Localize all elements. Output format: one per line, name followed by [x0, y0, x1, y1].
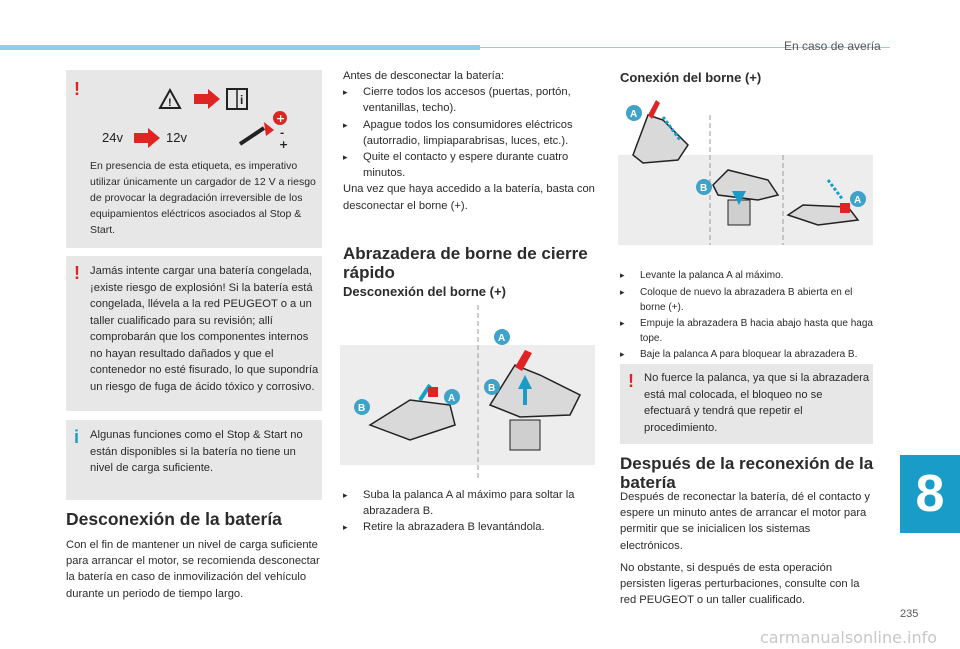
list-item: ▸ Empuje la abrazadera B hacia abajo hasta que haga tope.: [620, 316, 875, 347]
svg-text:+: +: [279, 138, 289, 151]
warning-icon: !: [74, 263, 80, 283]
svg-text:+: +: [276, 112, 286, 125]
warning-icon: !: [628, 371, 634, 391]
section-title: En caso de avería: [784, 39, 881, 53]
clamp-subheading: Desconexión del borne (+): [343, 284, 506, 299]
svg-text:A: A: [498, 333, 506, 344]
after-paragraph-1: Después de reconectar la batería, dé el contacto y espere un minuto antes de arrancar el motor para permitir que se inicialicen los sistemas electrónicos.: [620, 491, 871, 552]
bullet-icon: ▸: [620, 349, 625, 360]
clamp-heading: Abrazadera de borne de cierre rápido: [343, 244, 588, 282]
clamp-steps: [343, 487, 598, 537]
svg-text:B: B: [358, 403, 366, 414]
svg-text:12v: 12v: [166, 130, 187, 145]
chapter-tab: 8: [900, 455, 960, 533]
bullet-icon: ▸: [343, 491, 348, 501]
connection-heading: Conexión del borne (+): [620, 70, 762, 85]
bullet-icon: ▸: [620, 271, 625, 281]
svg-text:24v: 24v: [102, 130, 123, 145]
bullet-icon: ▸: [620, 318, 625, 329]
warning-icon: !: [74, 79, 80, 99]
after-paragraph-2: No obstante, si después de esta operación persisten ligeras perturbaciones, consulte con la red PEUGEOT o un taller cualificado.: [620, 562, 860, 607]
page-number: 235: [900, 608, 919, 620]
list-item: ▸ Levante la palanca A al máximo.: [620, 268, 875, 285]
after-heading: Después de la reconexión de la batería: [620, 454, 874, 492]
header-accent-bar: [0, 45, 480, 50]
list-item: ▸ Suba la palanca A al máximo para soltar la abrazadera B.: [343, 487, 598, 519]
svg-text:A: A: [854, 195, 862, 206]
info-text: Algunas funciones como el Stop & Start no están disponibles si la batería no tiene un nivel de carga suficiente.: [90, 429, 303, 474]
disconnection-heading: Desconexión de la batería: [66, 509, 282, 529]
bullet-icon: ▸: [343, 120, 348, 131]
svg-text:A: A: [448, 393, 456, 404]
bullet-icon: ▸: [343, 88, 348, 99]
clamp-connect-illustration: [618, 95, 873, 255]
watermark: carmanualsonline.info: [760, 628, 938, 647]
clamp-connect-figure: [618, 95, 873, 255]
bullet-icon: ▸: [343, 523, 348, 534]
stop-start-label-image: [90, 78, 320, 156]
svg-text:A: A: [630, 109, 638, 120]
info-icon: i: [74, 427, 80, 447]
list-item: ▸ Cierre todos los accesos (puertas, portón, ventanillas, techo).: [343, 84, 598, 116]
svg-text:i: i: [240, 93, 244, 107]
svg-text:B: B: [488, 383, 496, 394]
before-intro: Antes de desconectar la batería:: [343, 70, 505, 82]
warning-charger-text: En presencia de esta etiqueta, es imperativo utilizar únicamente un cargador de 12 V a riesgo de provocar la degradación irreversible de los equipamientos eléctricos asociados al Stop & Start.: [90, 160, 316, 236]
bullet-icon: ▸: [620, 287, 625, 298]
connection-steps: [620, 268, 875, 363]
list-item: ▸ Quite el contacto y espere durante cuatro minutos.: [343, 149, 598, 181]
svg-text:-: -: [280, 128, 285, 139]
list-item: ▸ Apague todos los consumidores eléctricos (autorradio, limpiaparabrisas, luces, etc.).: [343, 117, 598, 149]
list-item: ▸ Retire la abrazadera B levantándola.: [343, 519, 598, 536]
before-disconnect-block: [343, 68, 598, 214]
bullet-icon: ▸: [343, 153, 348, 164]
clamp-disconnect-illustration: [340, 305, 595, 480]
list-item: ▸ Coloque de nuevo la abrazadera B abierta en el borne (+).: [620, 285, 875, 316]
svg-text:!: !: [168, 97, 172, 109]
list-item: ▸ Baje la palanca A para bloquear la abrazadera B.: [620, 347, 875, 364]
stop-start-sticker-icon: [90, 78, 320, 156]
clamp-disconnect-figure: [340, 305, 595, 480]
disconnection-body: Con el fin de mantener un nivel de carga suficiente para arrancar el motor, se recomienda desconectar la batería en caso de inmovilización del vehículo durante un periodo de tiempo largo.: [66, 539, 320, 600]
svg-text:B: B: [700, 183, 708, 194]
warning-frozen-text: Jamás intente cargar una batería congelada, ¡existe riesgo de explosión! Si la batería está congelada, llévela a la red PEUGEOT o a un taller cualificado para su revisión; allí comprobarán que los componentes internos no hayan resultado dañados y que el contenedor no esté fisurado, lo que supondría un riesgo de fuga de ácido tóxico y corrosivo.: [90, 265, 319, 393]
before-outro: Una vez que haya accedido a la batería, basta con desconectar el borne (+).: [343, 183, 595, 212]
warning-lever-text: No fuerce la palanca, ya que si la abrazadera está mal colocada, el bloqueo no se efectuará y tendrá que repetir el procedimiento.: [644, 372, 870, 434]
